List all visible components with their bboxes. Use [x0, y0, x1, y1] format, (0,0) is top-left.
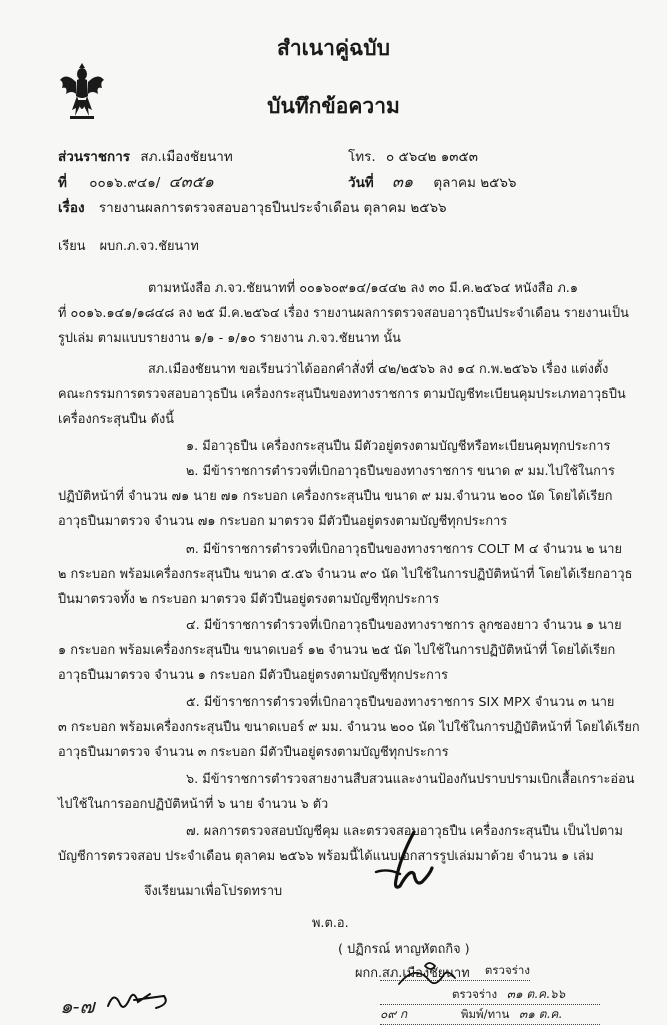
signer-name: ( ปฏิกรณ์ หาญหัตถกิจ )	[338, 942, 470, 957]
typist-handwritten: ๓๑ ต.ค.	[519, 1007, 563, 1021]
ref-label: ที่	[58, 175, 67, 191]
item-4-line-3: อาวุธปืนมาตรวจ จำนวน ๑ กระบอก มีตัวปืนอยู่ตรงตามบัญชีทุกประการ	[58, 668, 448, 683]
ref-row	[58, 170, 214, 195]
page-title: บันทึกข้อความ	[267, 94, 400, 118]
footer-left-handwritten: ๑-๗	[60, 994, 95, 1018]
date-row	[348, 170, 517, 195]
item-2-line-3: อาวุธปืนมาตรวจ จำนวน ๗๑ กระบอก มาตรวจ มีตัวปืนอยู่ตรงตามบัญชีทุกประการ	[58, 514, 508, 529]
typist-label: พิมพ์/ทาน	[460, 1007, 510, 1021]
item-3-line-1: ๓. มีข้าราชการตำรวจที่เบิกอาวุธปืนของทางราชการ COLT M ๔ จำนวน ๒ นาย	[186, 542, 622, 557]
p2-line-3: เครื่องกระสุนปืน ดังนี้	[58, 412, 175, 427]
check-signature-scribble	[395, 958, 475, 998]
item-5-line-3: อาวุธปืนมาตรวจ จำนวน ๓ กระบอก มีตัวปืนอยู่ตรงตามบัญชีทุกประการ	[58, 745, 449, 760]
phone-row	[348, 145, 478, 167]
p2-line-1: สภ.เมืองชัยนาท ขอเรียนว่าได้ออกคำสั่งที่ ๔๒/๒๕๖๖ ลง ๑๔ ก.พ.๒๕๖๖ เรื่อง แต่งตั้ง	[148, 362, 609, 377]
date-handwritten: ๓๑	[392, 172, 414, 191]
item-3-line-2: ๒ กระบอก พร้อมเครื่องกระสุนปืน ขนาด ๕.๕๖ จำนวน ๙๐ นัด ไปใช้ในการปฏิบัติหน้าที่ โดยได้เรียกอาวุธ	[58, 567, 633, 582]
to-value: ผบก.ภ.จว.ชัยนาท	[99, 239, 199, 254]
check2-handwritten: ๓๑ ต.ค.๖๖	[506, 987, 566, 1001]
item-7-line-2: บัญชีการตรวจสอบ ประจำเดือน ตุลาคม ๒๕๖๖ พร้อมนี้ได้แนบเอกสารรูปเล่มมาด้วย จำนวน ๑ เล่ม	[58, 849, 594, 864]
p1-line-2: ที่ ๐๐๑๖.๑๔๑/๑๘๔๘ ลง ๒๕ มี.ค.๒๕๖๔ เรื่อง รายงานผลการตรวจสอบอาวุธปืนประจำเดือน รายงานเป็น	[58, 306, 629, 321]
item-5-line-1: ๕. มีข้าราชการตำรวจที่เบิกอาวุธปืนของทางราชการ SIX MPX จำนวน ๓ นาย	[186, 695, 615, 710]
item-6-line-1: ๖. มีข้าราชการตำรวจสายงานสืบสวนและงานป้องกันปราบปรามเบิกเสื้อเกราะอ่อน	[186, 772, 635, 787]
check1-label: ตรวจร่าง	[484, 963, 530, 977]
signer-rank: พ.ต.อ.	[312, 916, 349, 931]
subject-value: รายงานผลการตรวจสอบอาวุธปืนประจำเดือน ตุลาคม ๒๕๖๖	[98, 200, 447, 216]
item-6-line-2: ไปใช้ในการออกปฏิบัติหน้าที่ ๖ นาย จำนวน ๖ ตัว	[58, 797, 329, 812]
item-4-line-2: ๑ กระบอก พร้อมเครื่องกระสุนปืน ขนาดเบอร์ ๑๒ จำนวน ๒๕ นัด ไปใช้ในการปฏิบัติหน้าที่ โดยได้เรียก	[58, 643, 616, 658]
p1-line-3: รูปเล่ม ตามแบบรายงาน ๑/๑ - ๑/๑๐ รายงาน ภ.จว.ชัยนาท นั้น	[58, 331, 401, 346]
ref-value: ๐๐๑๖.๙๔๑/	[89, 175, 161, 191]
date-value: ตุลาคม ๒๕๖๖	[433, 175, 517, 191]
closing-text: จึงเรียนมาเพื่อโปรดทราบ	[144, 884, 283, 899]
phone-value: ๐ ๕๖๔๒ ๑๓๕๓	[386, 149, 478, 165]
p1-line-1: ตามหนังสือ ภ.จว.ชัยนาทที่ ๐๐๑๖๐๙๑๔/๑๔๔๒ ลง ๓๐ มี.ค.๒๕๖๔ หนังสือ ภ.๑	[148, 281, 578, 296]
ref-handwritten: ๔๓๕๑	[168, 172, 214, 191]
to-row	[58, 235, 199, 256]
agency-value: สภ.เมืองชัยนาท	[140, 149, 233, 165]
subject-row	[58, 196, 447, 218]
copy-mark: สำเนาคู่ฉบับ	[277, 36, 390, 60]
agency-label: ส่วนราชการ	[58, 149, 131, 165]
date-label: วันที่	[348, 175, 374, 191]
typist-left-handwritten: ๐๙ ก	[380, 1007, 408, 1021]
item-2-line-2: ปฏิบัติหน้าที่ จำนวน ๗๑ นาย ๗๑ กระบอก เครื่องกระสุนปืน ขนาด ๙ มม.จำนวน ๒๐๐ นัด โดยได้เรียก	[58, 489, 613, 504]
subject-label: เรื่อง	[58, 200, 85, 216]
phone-label: โทร.	[348, 149, 376, 165]
agency-row	[58, 145, 233, 167]
item-7-line-1: ๗. ผลการตรวจสอบบัญชีคุม และตรวจสอบอาวุธปืน เครื่องกระสุนปืน เป็นไปตาม	[186, 824, 623, 839]
check2-label: ตรวจร่าง	[452, 987, 498, 1001]
to-label: เรียน	[58, 239, 86, 254]
item-3-line-3: ปืนมาตรวจทั้ง ๒ กระบอก มาตรวจ มีตัวปืนอยู่ตรงตามบัญชีทุกประการ	[58, 592, 440, 607]
p2-line-2: คณะกรรมการตรวจสอบอาวุธปืน เครื่องกระสุนปืนของทางราชการ ตามบัญชีทะเบียนคุมประเภทอาวุธปืน	[58, 387, 626, 402]
initials-scribble	[104, 986, 174, 1016]
signer-position: ผกก.สภ.เมืองชัยนาท	[355, 966, 470, 981]
item-4-line-1: ๔. มีข้าราชการตำรวจที่เบิกอาวุธปืนของทางราชการ ลูกซองยาว จำนวน ๑ นาย	[186, 618, 622, 633]
signature-graphic	[370, 828, 460, 908]
item-5-line-2: ๓ กระบอก พร้อมเครื่องกระสุนปืน ขนาดเบอร์ ๙ มม. จำนวน ๒๐๐ นัด ไปใช้ในการปฏิบัติหน้าที่ โดยได้เรียก	[58, 720, 640, 735]
typist-row	[380, 1005, 600, 1025]
item-1-line-1: ๑. มีอาวุธปืน เครื่องกระสุนปืน มีตัวอยู่ตรงตามบัญชีหรือทะเบียนคุมทุกประการ	[186, 439, 611, 454]
item-2-line-1: ๒. มีข้าราชการตำรวจที่เบิกอาวุธปืนของทางราชการ ขนาด ๙ มม.ไปใช้ในการ	[186, 464, 615, 479]
